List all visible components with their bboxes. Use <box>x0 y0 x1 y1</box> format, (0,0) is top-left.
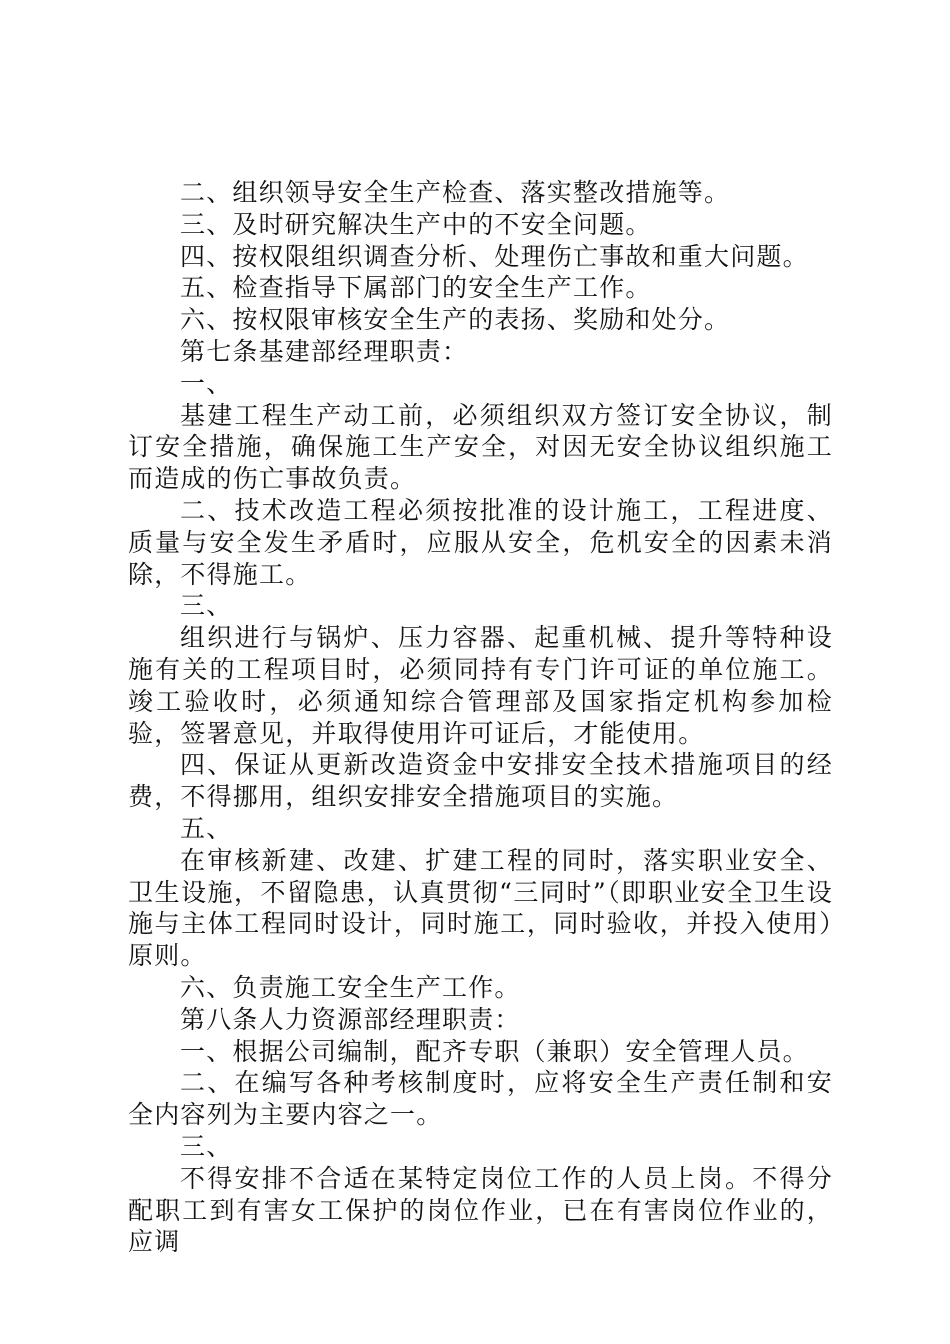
paragraph: 三、及时研究解决生产中的不安全问题。 <box>180 209 652 239</box>
paragraph: 二、在编写各种考核制度时，应将安全生产责任制和安全内容列为主要内容之一。 <box>128 1068 833 1130</box>
paragraph: 五、检查指导下属部门的安全生产工作。 <box>180 273 652 303</box>
paragraph: 六、按权限审核安全生产的表扬、奖励和处分。 <box>180 305 731 335</box>
paragraph: 六、负责施工安全生产工作。 <box>180 972 521 1002</box>
section-heading: 第七条基建部经理职责： <box>180 336 469 366</box>
paragraph: 一、 <box>180 368 233 398</box>
paragraph: 一、根据公司编制，配齐专职（兼职）安全管理人员。 <box>180 1036 809 1066</box>
paragraph: 在审核新建、改建、扩建工程的同时，落实职业安全、卫生设施，不留隐患，认真贯彻“三同时”（即职业安全卫生设施与主体工程同时设计，同时施工，同时验收，并投入使用）原则。 <box>128 845 833 971</box>
paragraph: 五、 <box>180 813 233 843</box>
paragraph: 不得安排不合适在某特定岗位工作的人员上岗。不得分配职工到有害女工保护的岗位作业，已在有害岗位作业的，应调 <box>128 1163 833 1257</box>
paragraph: 三、 <box>180 1131 233 1161</box>
document-body <box>128 177 833 1258</box>
section-heading: 第八条人力资源部经理职责： <box>180 1004 521 1034</box>
paragraph: 基建工程生产动工前，必须组织双方签订安全协议，制订安全措施，确保施工生产安全，对因无安全协议组织施工而造成的伤亡事故负责。 <box>128 400 833 494</box>
paragraph: 组织进行与锅炉、压力容器、起重机械、提升等特种设施有关的工程项目时，必须同持有专门许可证的单位施工。竣工验收时，必须通知综合管理部及国家指定机构参加检验，签署意见，并取得使用许可证后，才能使用。 <box>128 623 833 748</box>
paragraph: 二、组织领导安全生产检查、落实整改措施等。 <box>180 178 731 207</box>
paragraph: 四、按权限组织调查分析、处理伤亡事故和重大问题。 <box>180 241 809 271</box>
paragraph: 二、技术改造工程必须按批准的设计施工，工程进度、质量与安全发生矛盾时，应服从安全，危机安全的因素未消除，不得施工。 <box>128 495 833 589</box>
paragraph: 三、 <box>180 591 233 621</box>
paragraph: 四、保证从更新改造资金中安排安全技术措施项目的经费，不得挪用，组织安排安全措施项目的实施。 <box>128 750 833 812</box>
